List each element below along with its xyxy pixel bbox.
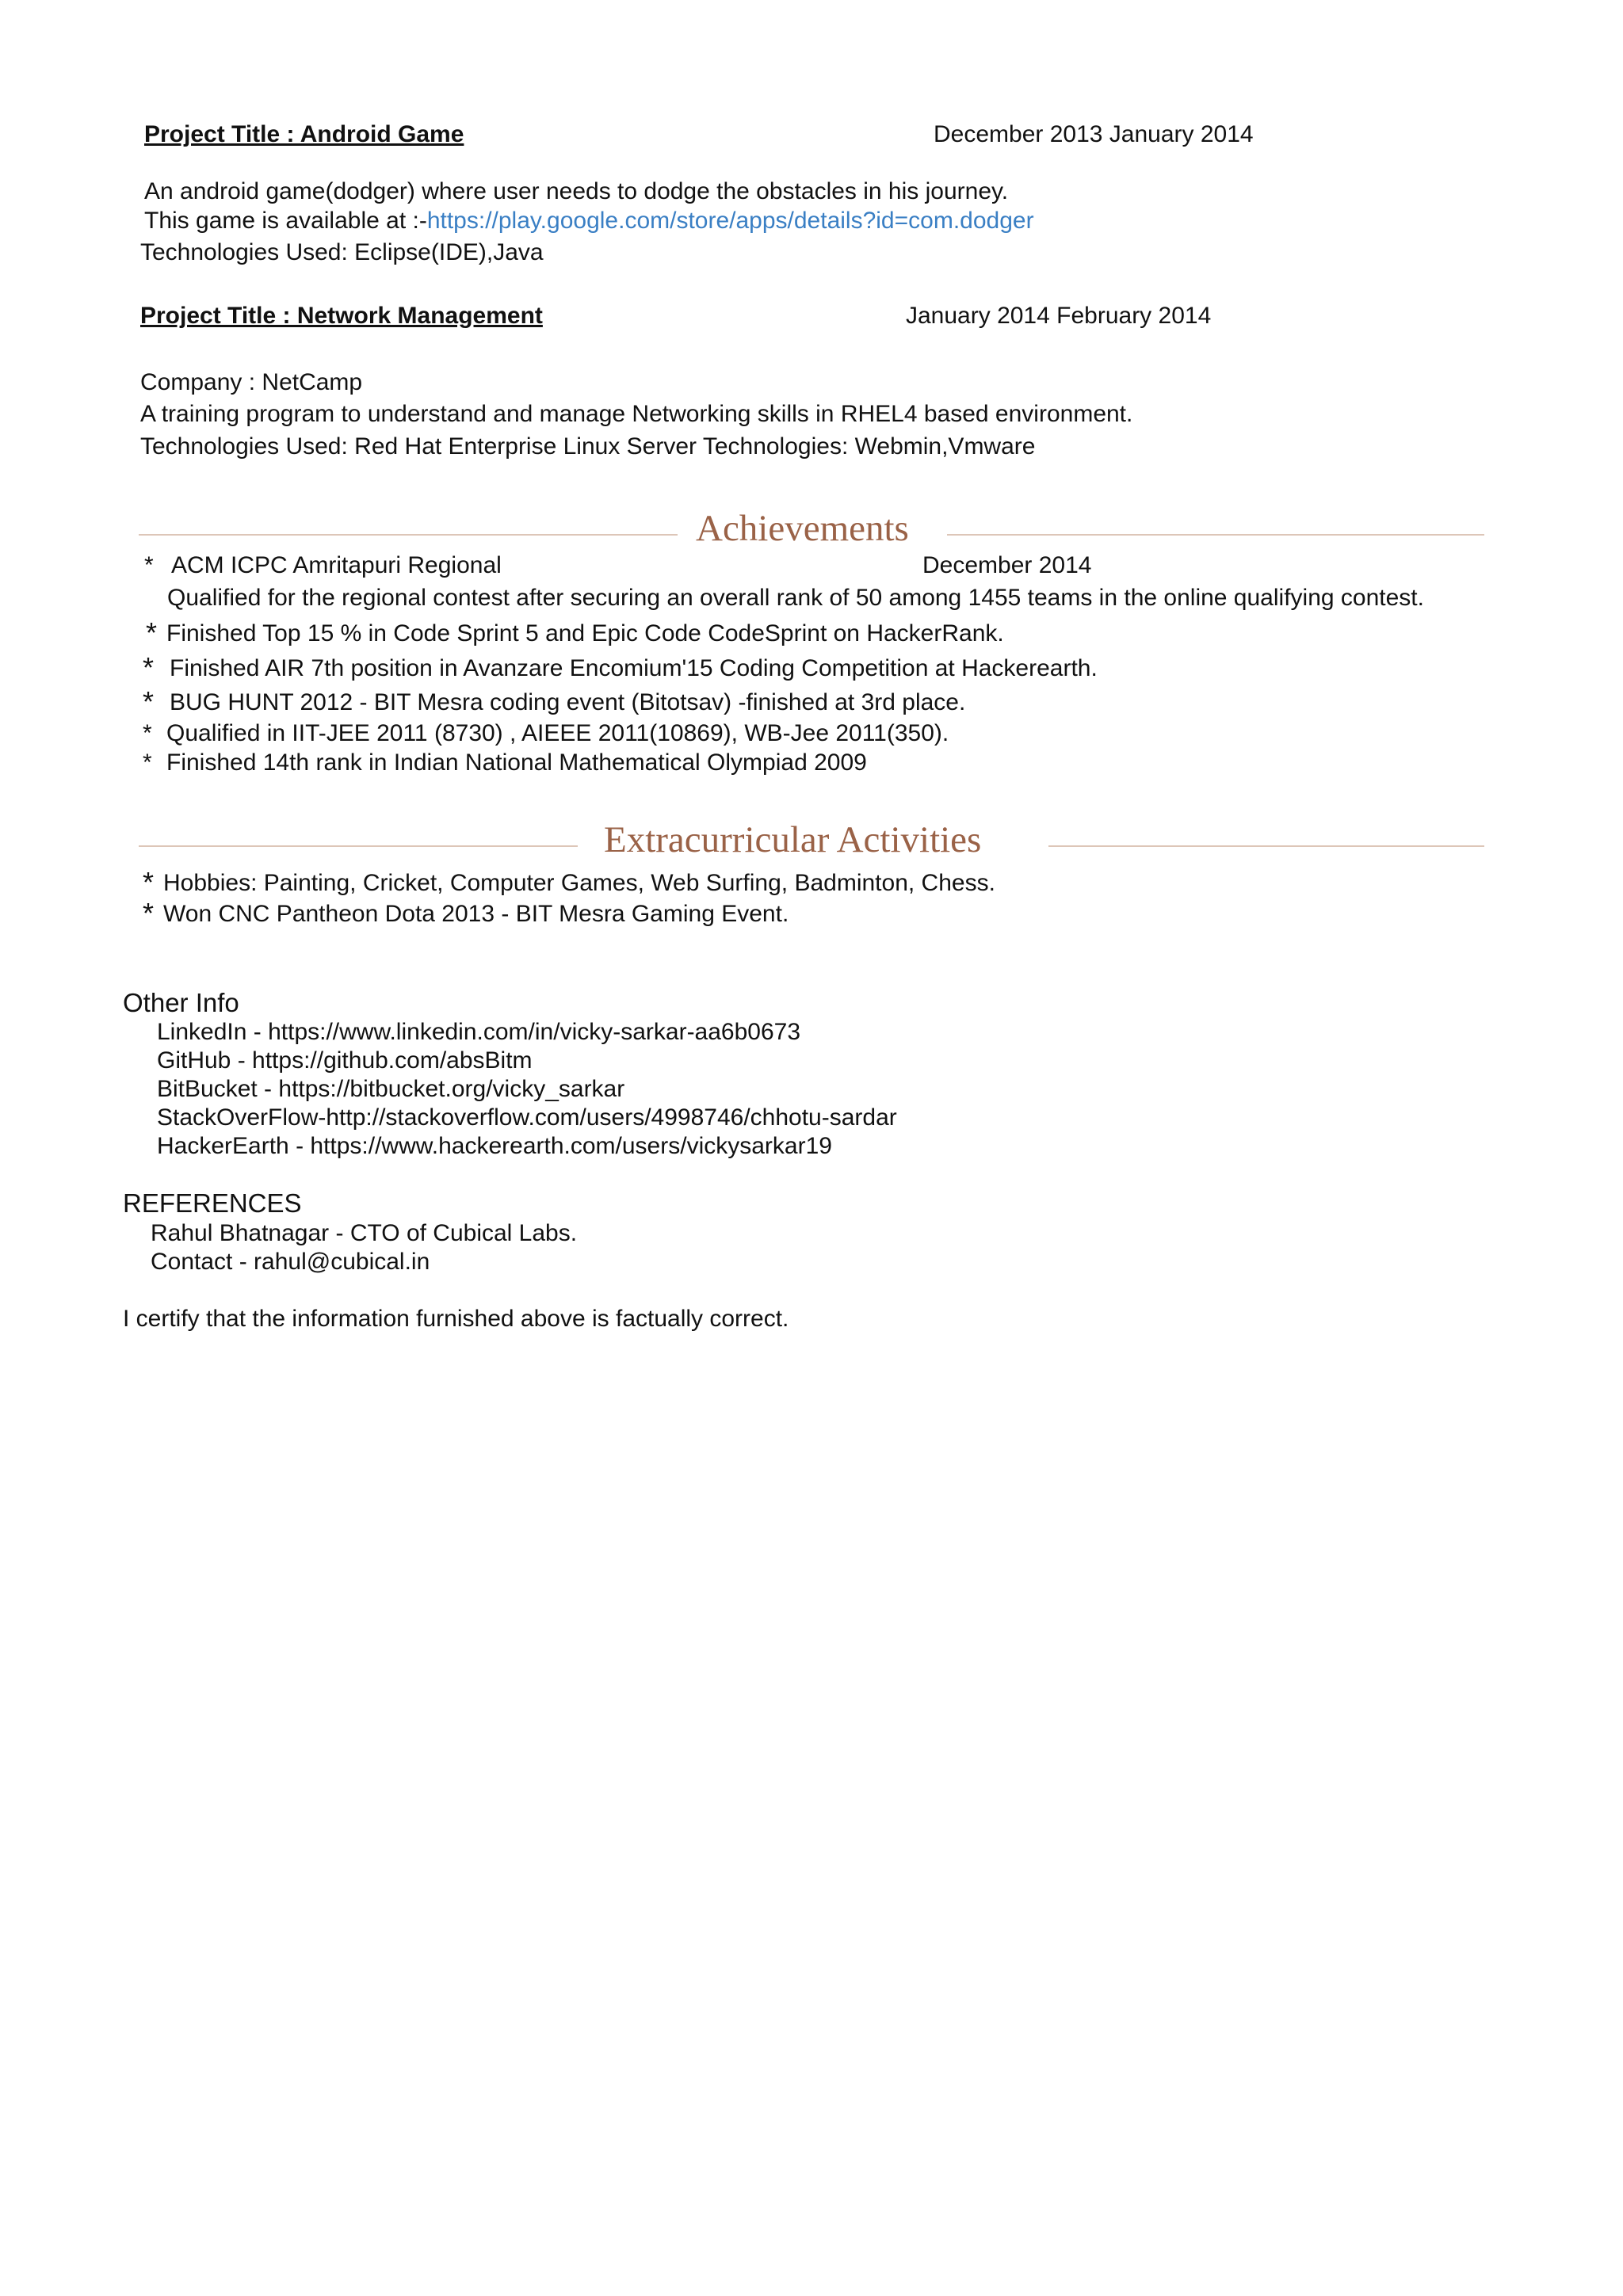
other-info-heading: Other Info xyxy=(123,988,239,1017)
section-divider-right xyxy=(947,534,1484,536)
project-dates: January 2014 February 2014 xyxy=(906,303,1212,329)
other-info-link: LinkedIn - https://www.linkedin.com/in/vicky-sarkar-aa6b0673 xyxy=(157,1019,801,1045)
bullet: * xyxy=(143,897,155,929)
other-info-link: GitHub - https://github.com/absBitm xyxy=(157,1047,533,1074)
project-technologies: Technologies Used: Eclipse(IDE),Java xyxy=(140,239,544,265)
bullet: * xyxy=(143,651,155,684)
project-title-network-management: Project Title : Network Management xyxy=(140,303,543,329)
achievement-text: Finished Top 15 % in Code Sprint 5 and Epic Code CodeSprint on HackerRank. xyxy=(166,620,1004,646)
bullet: * xyxy=(146,616,158,649)
project-dates: December 2013 January 2014 xyxy=(934,121,1254,147)
bullet: * xyxy=(143,749,152,776)
achievement-title: ACM ICPC Amritapuri Regional xyxy=(171,552,502,578)
achievement-text: Finished 14th rank in Indian National Mathematical Olympiad 2009 xyxy=(166,749,867,776)
section-divider-right xyxy=(1048,845,1484,847)
other-info-link: StackOverFlow-http://stackoverflow.com/users/4998746/chhotu-sardar xyxy=(157,1104,897,1131)
achievement-date: December 2014 xyxy=(922,552,1092,578)
project-availability xyxy=(144,208,1034,235)
project-description: A training program to understand and manage Networking skills in RHEL4 based environment. xyxy=(140,401,1133,427)
reference-contact: Contact - rahul@cubical.in xyxy=(151,1249,430,1275)
other-info-link: HackerEarth - https://www.hackerearth.com/users/vickysarkar19 xyxy=(157,1133,832,1159)
certification-statement: I certify that the information furnished above is factually correct. xyxy=(123,1306,789,1332)
bullet: * xyxy=(143,866,155,898)
other-info-link: BitBucket - https://bitbucket.org/vicky_sarkar xyxy=(157,1076,625,1102)
achievement-text: Finished AIR 7th position in Avanzare Encomium'15 Coding Competition at Hackerearth. xyxy=(170,655,1098,681)
achievement-text: BUG HUNT 2012 - BIT Mesra coding event (Bitotsav) -finished at 3rd place. xyxy=(170,689,966,715)
extracurricular-item xyxy=(143,866,995,898)
project-title-android-game: Project Title : Android Game xyxy=(144,121,464,147)
bullet: * xyxy=(143,685,155,718)
achievement-item xyxy=(143,651,1098,684)
project-technologies: Technologies Used: Red Hat Enterprise Linux Server Technologies: Webmin,Vmware xyxy=(140,433,1036,460)
achievements-heading: Achievements xyxy=(696,508,909,549)
achievement-item xyxy=(146,616,1004,649)
achievement-item xyxy=(144,552,502,580)
section-divider-left xyxy=(139,534,678,536)
reference-name: Rahul Bhatnagar - CTO of Cubical Labs. xyxy=(151,1220,578,1246)
section-divider-left xyxy=(139,845,578,847)
achievement-detail: Qualified for the regional contest after securing an overall rank of 50 among 1455 teams in the online qualifying contest. xyxy=(167,585,1424,611)
play-store-link[interactable]: https://play.google.com/store/apps/details?id=com.dodger xyxy=(426,208,1034,234)
extracurricular-heading: Extracurricular Activities xyxy=(604,819,982,860)
extracurricular-item xyxy=(143,897,789,929)
achievement-item xyxy=(143,720,949,748)
achievement-text: Qualified in IIT-JEE 2011 (8730) , AIEEE 2011(10869), WB-Jee 2011(350). xyxy=(166,720,949,746)
achievement-item xyxy=(143,685,966,718)
project-description: An android game(dodger) where user needs to dodge the obstacles in his journey. xyxy=(144,178,1009,204)
availability-prefix: This game is available at :- xyxy=(144,208,427,234)
bullet: * xyxy=(143,720,152,746)
achievement-item xyxy=(143,749,867,777)
extracurricular-text: Hobbies: Painting, Cricket, Computer Games, Web Surfing, Badminton, Chess. xyxy=(163,870,995,896)
project-company: Company : NetCamp xyxy=(140,369,363,395)
bullet: * xyxy=(144,552,154,578)
references-heading: REFERENCES xyxy=(123,1188,302,1218)
extracurricular-text: Won CNC Pantheon Dota 2013 - BIT Mesra Gaming Event. xyxy=(163,901,789,927)
